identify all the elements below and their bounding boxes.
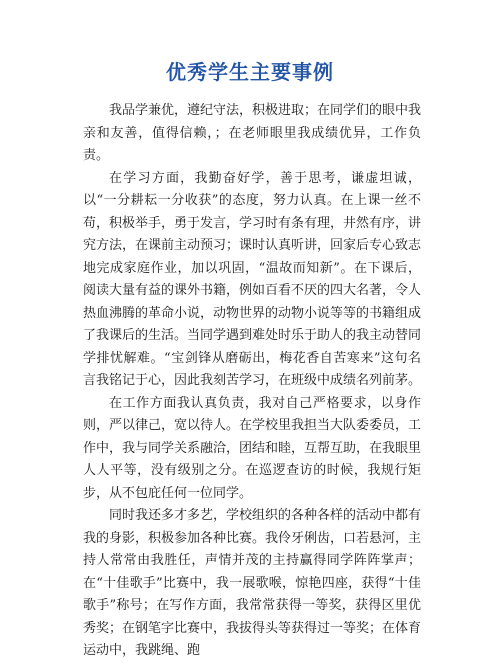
paragraph-work: 在工作方面我认真负责，我对自己严格要求，以身作则，严以律己，宽以待人。在学校里我担当大队委委员，工作中，我与同学关系融洽，团结和睦，互帮互助，在我眼里人人平等，没有级别之分。在巡逻查访的时候，我规行矩步，从不包庇任何一位同学。 <box>83 395 422 501</box>
document-body <box>83 100 421 663</box>
paragraph-intro: 我品学兼优，遵纪守法，积极进取；在同学们的眼中我亲和友善，值得信赖，；在老师眼里我成绩优异，工作负责。 <box>83 103 422 163</box>
document-title: 优秀学生主要事例 <box>166 60 334 84</box>
paragraph-study: 在学习方面，我勤奋好学，善于思考，谦虚坦诚，以“一分耕耘一分收获”的态度，努力认真。在上课一丝不苟，积极举手，勇于发言，学习时有条有理，井然有序，讲究方法，在课前主动预习；课时认真听讲，回家后专心致志地完成家庭作业，加以巩固，“温故而知新”。在下课后，阅读大量有益的课外书籍，例如百看不厌的四大名著，令人热血沸腾的革命小说，动物世界的动物小说等等的书籍组成了我课后的生活。当同学遇到难处时乐于助人的我主动替同学排忧解难。“宝剑锋从磨砺出，梅花香自苦寒来”这句名言我铭记于心，因此我刻苦学习，在班级中成绩名列前茅。 <box>83 170 422 388</box>
paragraph-activities: 同时我还多才多艺，学校组织的各种各样的活动中都有我的身影，积极参加各种比赛。我伶牙俐齿，口若悬河，主持人常常由我胜任，声情并茂的主持赢得同学阵阵掌声；在“十佳歌手”比赛中，我一展歌喉，惊艳四座，获得“十佳歌手”称号；在写作方面，我常常获得一等奖，获得区里优秀奖；在钢笔字比赛中，我拔得头等获得过一等奖；在体育运动中，我跳绳、跑 <box>83 508 422 658</box>
